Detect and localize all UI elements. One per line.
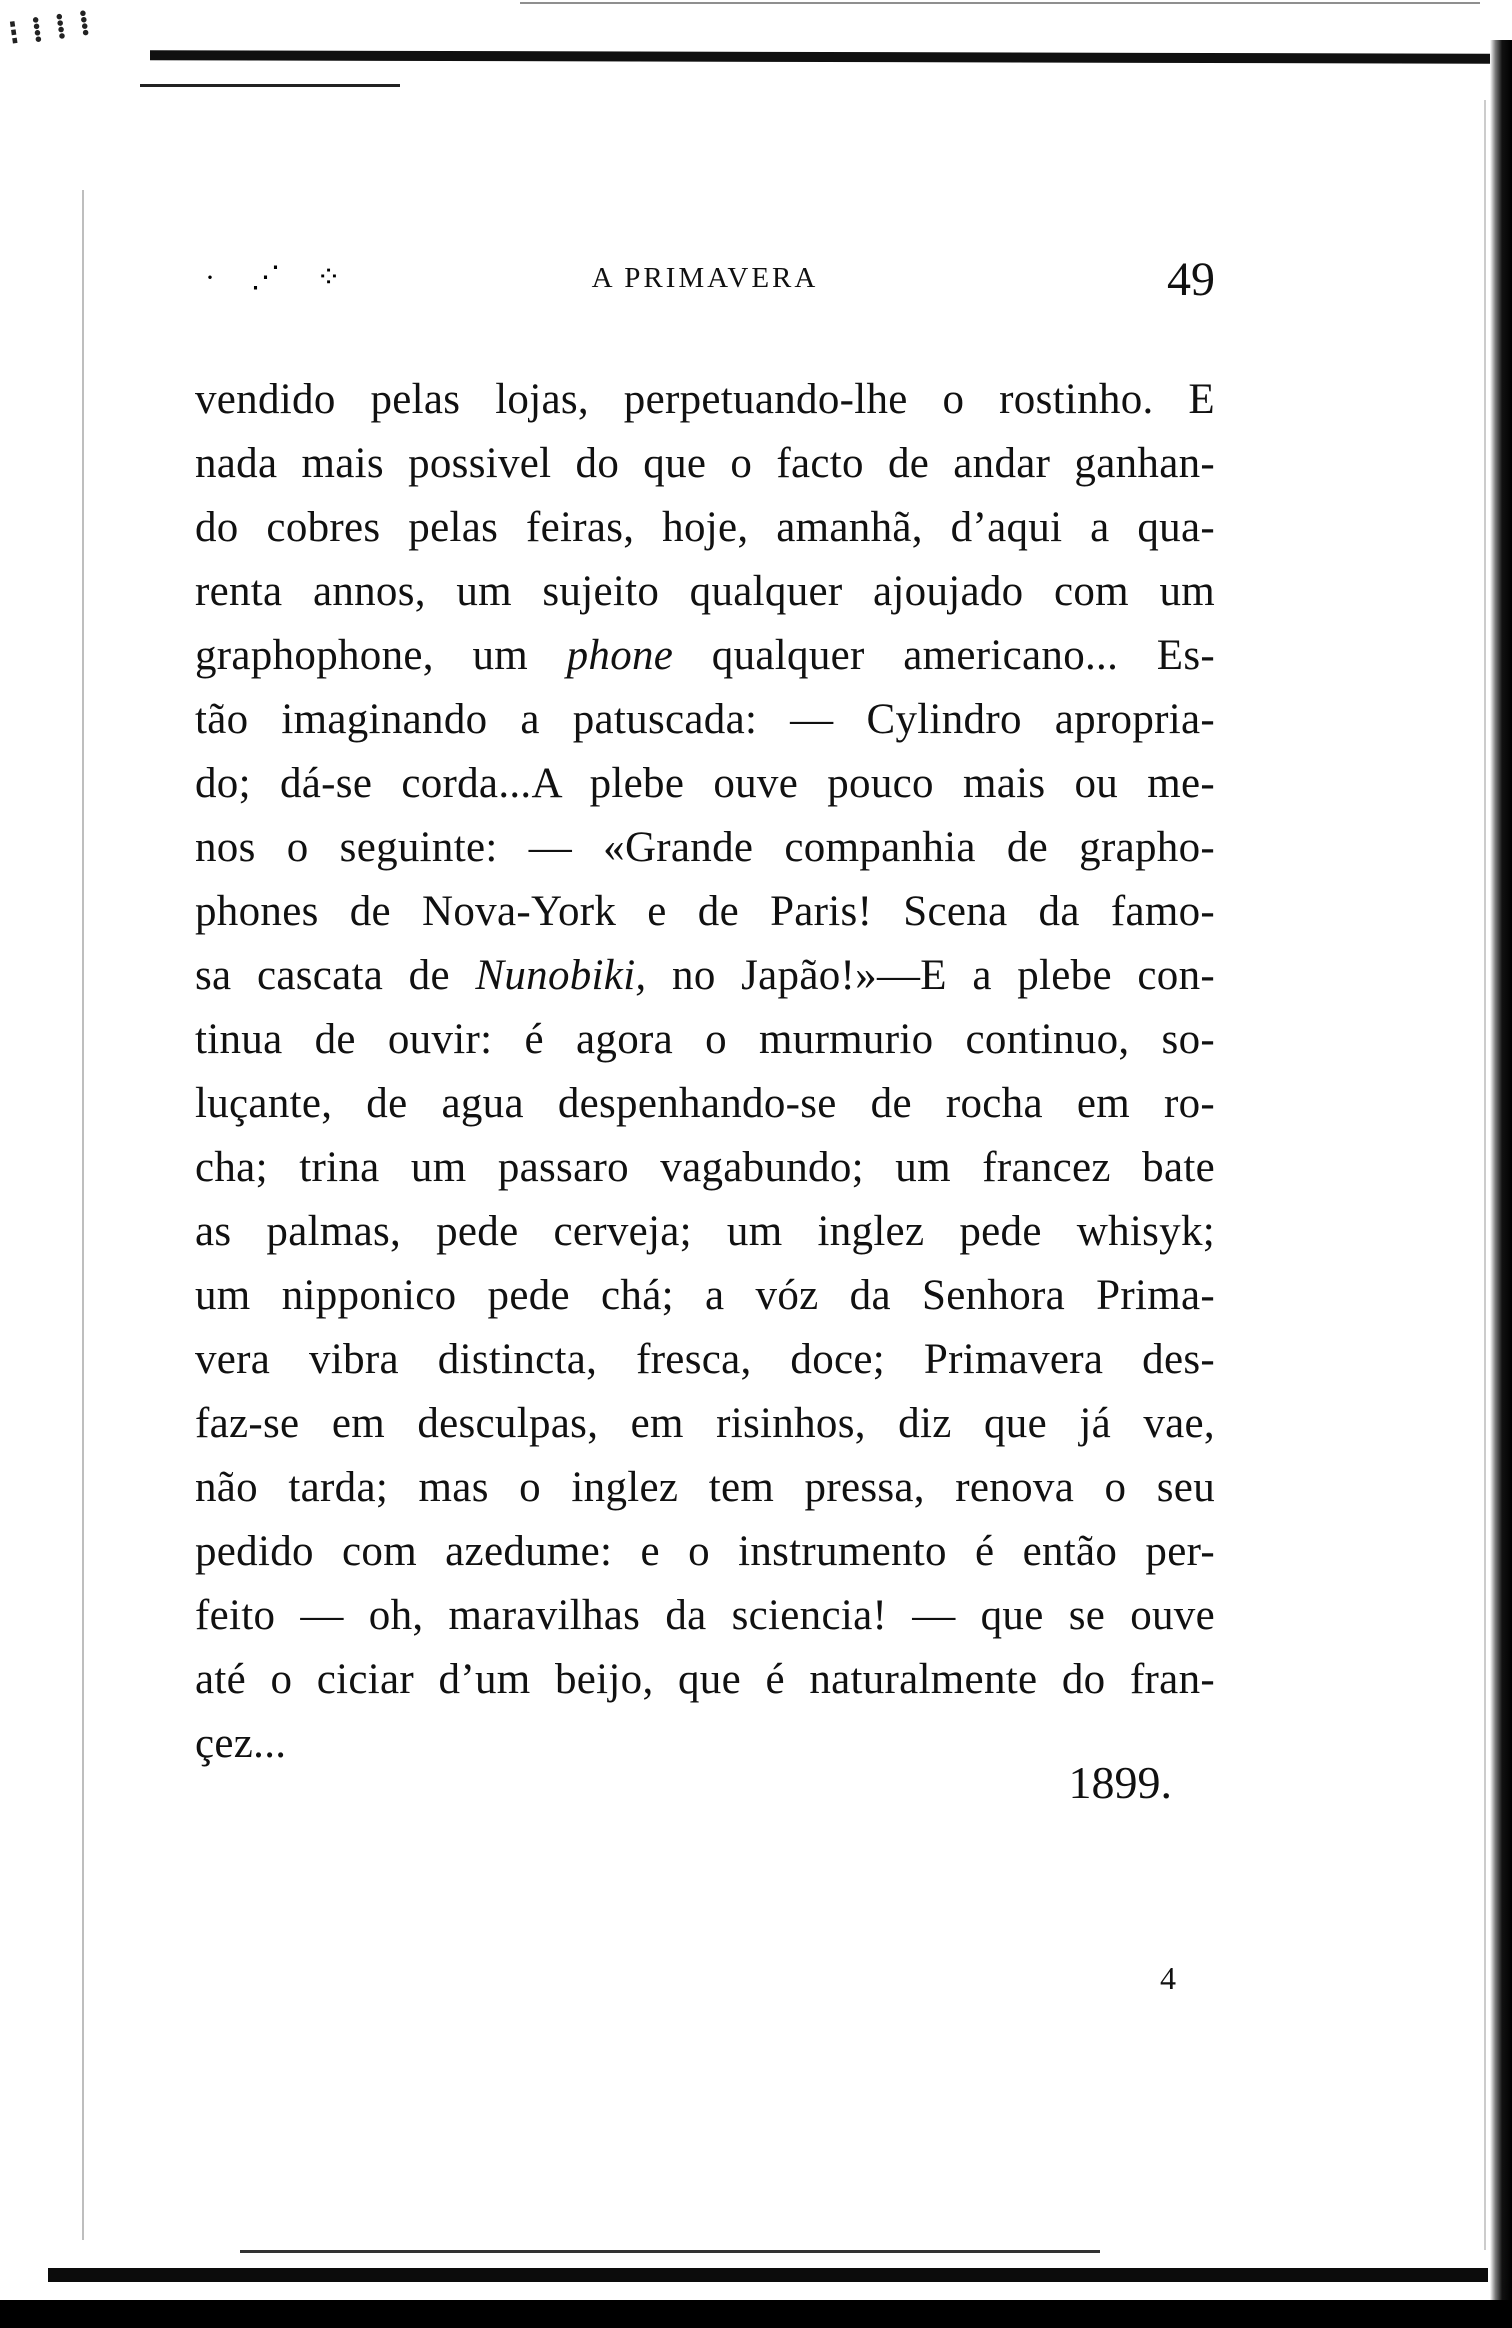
scan-top-thin-line [140, 84, 400, 87]
running-head [195, 253, 1215, 308]
text-line: pedido com azedume: e o instrumento é então per- [195, 1528, 1215, 1575]
text-line: do; dá-se corda...A plebe ouve pouco mais ou me- [195, 760, 1215, 807]
text-line: sa cascata de Nunobiki, no Japão!»—E a plebe con- [195, 952, 1215, 999]
page-number: 49 [1167, 253, 1215, 306]
text-line: graphophone, um phone qualquer americano... Es- [195, 632, 1215, 679]
text-line: tão imaginando a patuscada: — Cylindro apropria- [195, 696, 1215, 743]
scan-edge-hairline [520, 2, 1480, 4]
italic-word: Nunobiki, [475, 952, 647, 999]
text-line: phones de Nova-York e de Paris! Scena da famo- [195, 888, 1215, 935]
scan-bottom-border [48, 2268, 1488, 2282]
text-line: nos o seguinte: — «Grande companhia de grapho- [195, 824, 1215, 871]
text-line: tinua de ouvir: é agora o murmurio continuo, so- [195, 1016, 1215, 1063]
text-line: vendido pelas lojas, perpetuando-lhe o rostinho. E [195, 376, 1215, 423]
scan-left-gutter-line [82, 190, 84, 2240]
date-line: 1899. [1068, 1757, 1172, 1808]
scan-top-border [150, 50, 1490, 64]
text-line: até o ciciar d’um beijo, que é naturalmente do fran- [195, 1656, 1215, 1703]
text-line: não tarda; mas o inglez tem pressa, renova o seu [195, 1464, 1215, 1511]
signature-number: 4 [1160, 1960, 1176, 1996]
text-line: faz-se em desculpas, em risinhos, diz que já vae, [195, 1400, 1215, 1447]
text-line: renta annos, um sujeito qualquer ajoujado com um [195, 568, 1215, 615]
text-line: nada mais possivel do que o facto de andar ganhan- [195, 440, 1215, 487]
text-line: feito — oh, maravilhas da sciencia! — que se ouve [195, 1592, 1215, 1639]
ink-specks: · ⋰ ⁘ [205, 261, 356, 294]
italic-word: phone [566, 632, 674, 679]
scan-bottom-shadow [0, 2300, 1512, 2328]
text-line: do cobres pelas feiras, hoje, amanhã, d’aqui a qua- [195, 504, 1215, 551]
text-line: cha; trina um passaro vagabundo; um francez bate [195, 1144, 1215, 1191]
scan-right-border [1490, 40, 1512, 2328]
text-line: çez... [195, 1720, 287, 1767]
running-title: A PRIMAVERA [591, 262, 819, 294]
body-text [195, 368, 1215, 1776]
text-line: as palmas, pede cerveja; um inglez pede whisyk; [195, 1208, 1215, 1255]
scan-bottom-thin-line [240, 2250, 1100, 2253]
scan-corner-specks: ⁝ ⁞ ⁞ ⁞ [5, 4, 95, 53]
text-line: luçante, de agua despenhando-se de rocha em ro- [195, 1080, 1215, 1127]
text-line: um nipponico pede chá; a vóz da Senhora Prima- [195, 1272, 1215, 1319]
scan-right-inner-line [1484, 100, 1486, 2250]
text-line: vera vibra distincta, fresca, doce; Primavera des- [195, 1336, 1215, 1383]
